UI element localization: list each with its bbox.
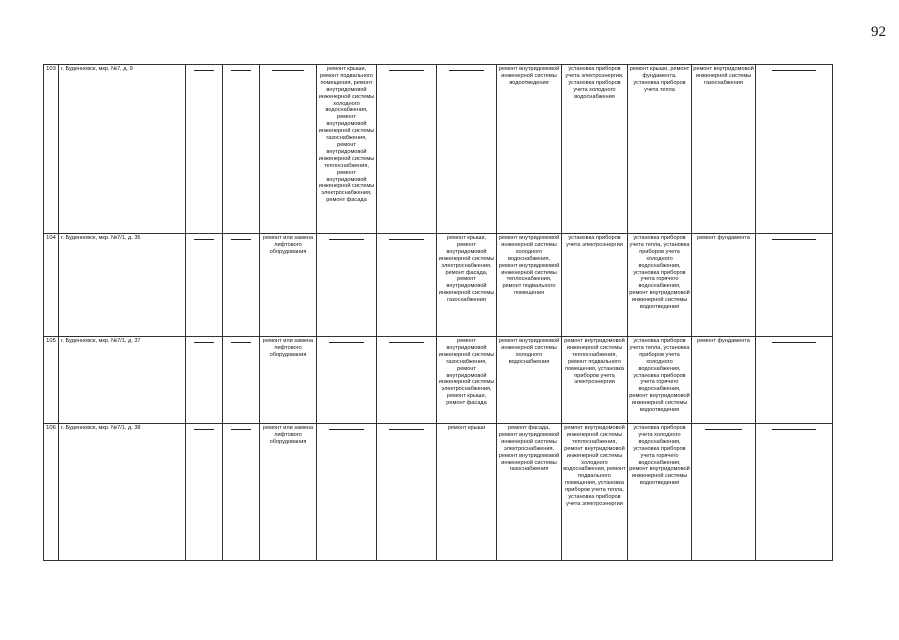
- work-type-cell: ремонт внутридомовой инженерной системы холодного водоснабжения: [497, 337, 562, 424]
- address-cell: г. Буденновск, мкр. №7, д. 9: [59, 65, 186, 234]
- empty-cell: [223, 424, 260, 561]
- work-type-cell: установка приборов учета электроэнергии, установка приборов учета холодного водоснабжения: [562, 65, 628, 234]
- address-cell: г. Буденновск, мкр. №7/1, д. 38: [59, 424, 186, 561]
- work-type-cell: ремонт крыши, ремонт фундамента, установка приборов учета тепла: [628, 65, 692, 234]
- dash-mark: [194, 342, 214, 343]
- work-type-cell: ремонт внутридомовой инженерной системы водоотведения: [497, 65, 562, 234]
- dash-mark: [772, 429, 816, 430]
- table-row: [44, 234, 871, 337]
- dash-mark: [772, 70, 816, 71]
- work-type-cell: ремонт или замена лифтового оборудования: [260, 337, 317, 424]
- dash-mark: [389, 70, 423, 71]
- row-number-cell: 103: [44, 65, 59, 234]
- empty-cell: [756, 424, 833, 561]
- empty-cell: [223, 337, 260, 424]
- dash-mark: [231, 342, 251, 343]
- row-number-cell: 105: [44, 337, 59, 424]
- work-type-cell: ремонт крыши, ремонт внутридомовой инженерной системы электроснабжения, ремонт фасада, ремонт внутридомовой инженерной системы газоснабжения: [437, 234, 497, 337]
- work-type-cell: ремонт крыши: [437, 424, 497, 561]
- dash-mark: [389, 342, 423, 343]
- empty-cell: [186, 234, 223, 337]
- work-type-cell: ремонт фундамента: [692, 234, 756, 337]
- work-type-cell: ремонт или замена лифтового оборудования: [260, 424, 317, 561]
- work-type-cell: установка приборов учета электроэнергии: [562, 234, 628, 337]
- empty-cell: [756, 337, 833, 424]
- dash-mark: [705, 429, 742, 430]
- empty-cell: [377, 424, 437, 561]
- page-number: 92: [871, 24, 886, 40]
- dash-mark: [194, 429, 214, 430]
- work-type-cell: установка приборов учета тепла, установка приборов учета холодного водоснабжения, установка приборов учета горячего водоснабжения, ремонт внутридомовой инженерной системы водоотведения: [628, 337, 692, 424]
- dash-mark: [449, 70, 483, 71]
- address-cell: г. Буденновск, мкр. №7/1, д. 35: [59, 234, 186, 337]
- work-type-cell: установка приборов учета холодного водоснабжения, установка приборов учета горячего водоснабжения, ремонт внутридомовой инженерной системы водоотведения: [628, 424, 692, 561]
- empty-cell: [186, 424, 223, 561]
- empty-cell: [756, 234, 833, 337]
- empty-cell: [692, 424, 756, 561]
- empty-cell: [186, 337, 223, 424]
- dash-mark: [329, 429, 363, 430]
- empty-cell: [186, 65, 223, 234]
- work-type-cell: ремонт внутридомовой инженерной системы холодного водоснабжения, ремонт внутридомовой инженерной системы теплоснабжения, ремонт подвального помещения: [497, 234, 562, 337]
- empty-cell: [377, 65, 437, 234]
- empty-cell: [756, 65, 833, 234]
- dash-mark: [231, 239, 251, 240]
- work-type-cell: установка приборов учета тепла, установка приборов учета холодного водоснабжения, установка приборов учета горячего водоснабжения, ремонт внутридомовой инженерной системы водоотведения: [628, 234, 692, 337]
- dash-mark: [272, 70, 304, 71]
- address-cell: г. Буденновск, мкр. №7/1, д. 37: [59, 337, 186, 424]
- empty-cell: [377, 234, 437, 337]
- dash-mark: [329, 239, 363, 240]
- empty-cell: [377, 337, 437, 424]
- dash-mark: [772, 239, 816, 240]
- dash-mark: [194, 239, 214, 240]
- work-type-cell: ремонт или замена лифтового оборудования: [260, 234, 317, 337]
- work-type-cell: ремонт внутридомовой инженерной системы газоснабжения, ремонт внутридомовой инженерной системы электроснабжения, ремонт крыши, ремонт фасада: [437, 337, 497, 424]
- empty-cell: [223, 65, 260, 234]
- dash-mark: [329, 342, 363, 343]
- table-row: [44, 337, 871, 424]
- work-type-cell: ремонт фасада, ремонт внутридомовой инженерной системы электроснабжения, ремонт внутридомовой инженерной системы газоснабжения: [497, 424, 562, 561]
- work-type-cell: ремонт фундамента: [692, 337, 756, 424]
- dash-mark: [194, 70, 214, 71]
- work-type-cell: ремонт крыши, ремонт подвального помещения, ремонт внутридомовой инженерной системы холодного водоснабжения, ремонт внутридомовой инженерной системы газоснабжения, ремонт внутридомовой инженерной системы теплоснабжения, ремонт внутридомовой инженерной системы электроснабжения, ремонт фасада: [317, 65, 377, 234]
- empty-cell: [317, 424, 377, 561]
- empty-cell: [260, 65, 317, 234]
- dash-mark: [772, 342, 816, 343]
- empty-cell: [223, 234, 260, 337]
- empty-cell: [437, 65, 497, 234]
- row-number-cell: 106: [44, 424, 59, 561]
- work-type-cell: ремонт внутридомовой инженерной системы теплоснабжения, ремонт внутридомовой инженерной системы холодного водоснабжения, ремонт подвального помещения, установка приборов учета тепла, установка приборов учета электроэнергии: [562, 424, 628, 561]
- work-type-cell: ремонт внутридомовой инженерной системы теплоснабжения, ремонт подвального помещения, установка приборов учета электроэнергии: [562, 337, 628, 424]
- work-type-cell: ремонт внутридомовой инженерной системы газоснабжения: [692, 65, 756, 234]
- repair-schedule-table: [43, 64, 871, 561]
- table-row: [44, 65, 871, 234]
- dash-mark: [389, 239, 423, 240]
- row-number-cell: 104: [44, 234, 59, 337]
- dash-mark: [231, 429, 251, 430]
- dash-mark: [389, 429, 423, 430]
- table-row: [44, 424, 871, 561]
- dash-mark: [231, 70, 251, 71]
- empty-cell: [317, 234, 377, 337]
- empty-cell: [317, 337, 377, 424]
